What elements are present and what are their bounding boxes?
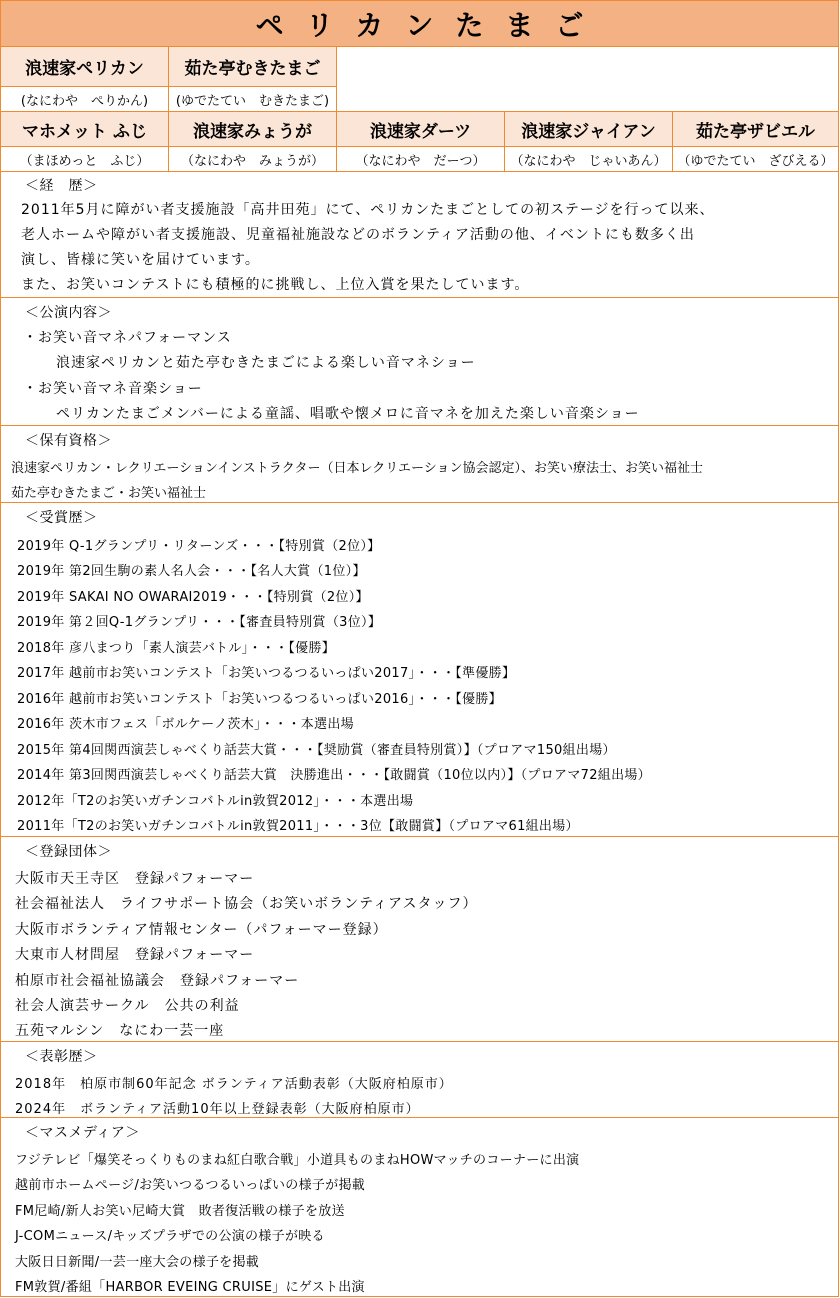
member-reading-giant: （なにわや じゃいあん） xyxy=(505,147,673,172)
member-name-darts: 浪速家ダーツ xyxy=(337,112,505,147)
commendations-heading: ＜表彰歴＞ xyxy=(25,1049,98,1065)
organization-line: 社会人演芸サークル 公共の利益 xyxy=(15,998,240,1014)
award-line: 2019年 Q-1グランプリ・リターンズ・・・【特別賞（2位）】 xyxy=(17,539,381,554)
organization-line: 大東市人材問屋 登録パフォーマー xyxy=(15,947,255,963)
member-reading-pelican: (なにわや ぺりかん) xyxy=(1,87,169,112)
qualifications-heading: ＜保有資格＞ xyxy=(25,433,112,449)
member-name-xavier: 茹た亭ザビエル xyxy=(673,112,838,147)
award-line: 2019年 第2回生駒の素人名人会・・・【名人大賞（1位）】 xyxy=(17,564,366,579)
member-name-fuji: マホメット ふじ xyxy=(1,112,169,147)
performance-detail: 浪速家ペリカンと茹た亭むきたまごによる楽しい音マネショー xyxy=(56,355,476,371)
commendations-section xyxy=(1,1042,838,1118)
award-line: 2014年 第3回関西演芸しゃべくり話芸大賞 決勝進出・・・【敢闘賞（10位以内）】（プロアマ72組出場） xyxy=(17,768,651,783)
member-reading-mukitamago: (ゆでたてい むきたまご) xyxy=(169,87,337,112)
media-line: FM敦賀/番組「HARBOR EVEING CRUISE」にゲスト出演 xyxy=(15,1280,365,1295)
award-line: 2015年 第4回関西演芸しゃべくり話芸大賞・・・【奨励賞（審査員特別賞）】（プロアマ150組出場） xyxy=(17,743,616,758)
member-name-pelican: 浪速家ペリカン xyxy=(1,47,169,87)
organization-line: 大阪市天王寺区 登録パフォーマー xyxy=(15,871,255,887)
career-section xyxy=(1,172,838,298)
award-line: 2017年 越前市お笑いコンテスト「お笑いつるつるいっぱい2017」・・・【準優勝】 xyxy=(17,666,516,681)
member-name-giant: 浪速家ジャイアン xyxy=(505,112,673,147)
blank-cell xyxy=(337,47,838,112)
career-line: 演し、皆様に笑いを届けています。 xyxy=(21,252,260,268)
member-reading-xavier: （ゆでたてい ざびえる） xyxy=(673,147,838,172)
organization-line: 五苑マルシン なにわ一芸一座 xyxy=(15,1023,225,1039)
commendation-line: 2018年 柏原市制60年記念 ボランティア活動表彰（大阪府柏原市） xyxy=(15,1077,453,1092)
media-line: FM尼崎/新人お笑い尼崎大賞 敗者復活戦の様子を放送 xyxy=(15,1204,345,1219)
career-line: 2011年5月に障がい者支援施設「高井田苑」にて、ペリカンたまごとしての初ステージを行って以来、 xyxy=(21,202,715,218)
award-line: 2012年「T2のお笑いガチンコバトルin敦賀2012」・・・本選出場 xyxy=(17,794,414,809)
title-bar xyxy=(1,1,838,47)
award-line: 2016年 越前市お笑いコンテスト「お笑いつるつるいっぱい2016」・・・【優勝】 xyxy=(17,692,502,707)
member-reading-myouga: （なにわや みょうが） xyxy=(169,147,337,172)
media-section xyxy=(1,1118,838,1297)
qualifications-section xyxy=(1,426,838,503)
organizations-heading: ＜登録団体＞ xyxy=(25,844,112,860)
media-line: 越前市ホームページ/お笑いつるつるいっぱいの様子が掲載 xyxy=(15,1178,366,1193)
performance-heading: ＜公演内容＞ xyxy=(25,305,112,321)
qualification-line: 浪速家ペリカン・レクリエーションインストラクター（日本レクリエーション協会認定）、お笑い療法士、お笑い福祉士 xyxy=(11,461,703,476)
performance-item: ・お笑い音マネ音楽ショー xyxy=(23,381,203,397)
member-name-mukitamago: 茹た亭むきたまご xyxy=(169,47,337,87)
awards-heading: ＜受賞歴＞ xyxy=(25,510,98,526)
performance-detail: ペリカンたまごメンバーによる童謡、唱歌や懐メロに音マネを加えた楽しい音楽ショー xyxy=(56,406,640,422)
member-reading-fuji: （まほめっと ふじ） xyxy=(1,147,169,172)
organization-line: 社会福祉法人 ライフサポート協会（お笑いボランティアスタッフ） xyxy=(15,896,478,912)
media-heading: ＜マスメディア＞ xyxy=(25,1125,140,1141)
member-name-myouga: 浪速家みょうが xyxy=(169,112,337,147)
media-line: フジテレビ「爆笑そっくりものまね紅白歌合戦」小道具ものまねHOWマッチのコーナーに出演 xyxy=(15,1153,580,1168)
award-line: 2019年 SAKAI NO OWARAI2019・・・【特別賞（2位）】 xyxy=(17,590,369,605)
media-line: J-COMニュース/キッズプラザでの公演の様子が映る xyxy=(15,1229,325,1244)
award-line: 2019年 第２回Q-1グランプリ・・・【審査員特別賞（3位）】 xyxy=(17,615,382,630)
career-line: また、お笑いコンテストにも積極的に挑戦し、上位入賞を果たしています。 xyxy=(21,277,530,293)
organizations-section xyxy=(1,837,838,1042)
member-reading-darts: （なにわや だーつ） xyxy=(337,147,505,172)
award-line: 2018年 彦八まつり「素人演芸バトル」・・・【優勝】 xyxy=(17,641,336,656)
performance-item: ・お笑い音マネパフォーマンス xyxy=(23,330,232,346)
media-line: 大阪日日新聞/一芸一座大会の様子を掲載 xyxy=(15,1255,260,1270)
award-line: 2011年「T2のお笑いガチンコバトルin敦賀2011」・・・3位【敢闘賞】（プロアマ61組出場） xyxy=(17,819,579,834)
performance-section xyxy=(1,298,838,426)
page-title: ペリカンたまご xyxy=(255,8,606,42)
career-line: 老人ホームや障がい者支援施設、児童福祉施設などのボランティア活動の他、イベントにも数多く出 xyxy=(21,227,695,243)
commendation-line: 2024年 ボランティア活動10年以上登録表彰（大阪府柏原市） xyxy=(15,1102,420,1117)
awards-section xyxy=(1,503,838,837)
award-line: 2016年 茨木市フェス「ボルケーノ茨木」・・・本選出場 xyxy=(17,717,354,732)
organization-line: 柏原市社会福祉協議会 登録パフォーマー xyxy=(15,973,300,989)
career-heading: ＜経 歴＞ xyxy=(25,178,98,194)
qualification-line: 茹た亭むきたまご・お笑い福祉士 xyxy=(11,486,207,501)
organization-line: 大阪市ボランティア情報センター（パフォーマー登録） xyxy=(15,922,388,938)
